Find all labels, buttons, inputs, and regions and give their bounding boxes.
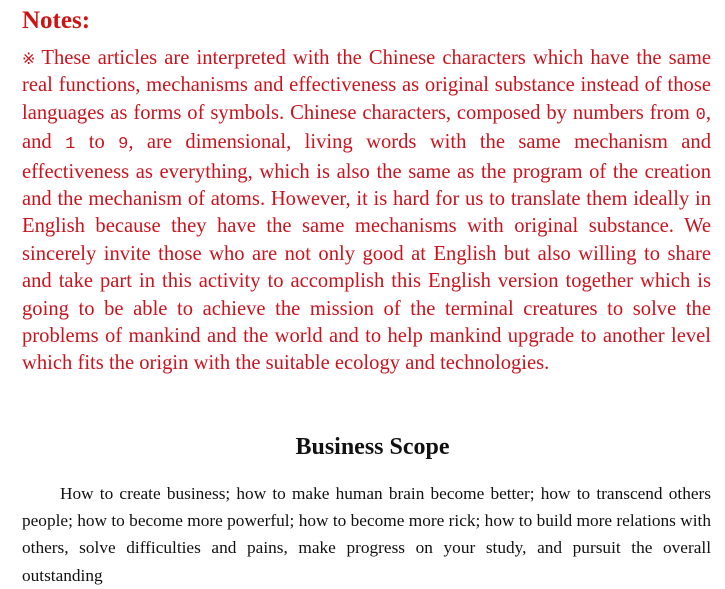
notes-heading: Notes: <box>22 7 91 34</box>
notes-text-part-2: , and <box>22 101 711 154</box>
business-scope-title: Business Scope <box>295 434 450 460</box>
notes-text-part-3: to <box>75 131 119 154</box>
notes-number-one: 1 <box>65 135 76 155</box>
notes-text-part-4: , are dimensional, living words with the same mechanism and effectiveness as everything, which is also the same as the program of the creation and the mechanism of atoms. However, it is hard for us to translate them ideally in English because they have the same mechanisms with original substance. We sincerely invite those who are not only good at English but also willing to share and take part in this activity to accomplish this English version together which is going to be able to achieve the mission of the terminal creatures to solve the problems of mankind and the world and to help mankind upgrade to another level which fits the origin with the suitable ecology and technologies. <box>22 131 711 375</box>
notes-number-zero: 0 <box>695 105 706 125</box>
business-scope-paragraph: How to create business; how to make human brain become better; how to transcend others people; how to become more powerful; how to become more rick; how to build more relations with others, solve difficulties and pains, make progress on your study, and pursuit the overall outstanding <box>22 484 711 585</box>
notes-number-nine: 9 <box>118 135 129 155</box>
reference-mark-icon: ※ <box>22 49 38 68</box>
notes-text-part-1: These articles are interpreted with the Chinese characters which have the same real functions, mechanisms and effectiveness as original substance instead of those languages as forms of symbols. Chinese characters, composed by numbers from <box>22 47 711 124</box>
notes-paragraph <box>22 45 711 378</box>
